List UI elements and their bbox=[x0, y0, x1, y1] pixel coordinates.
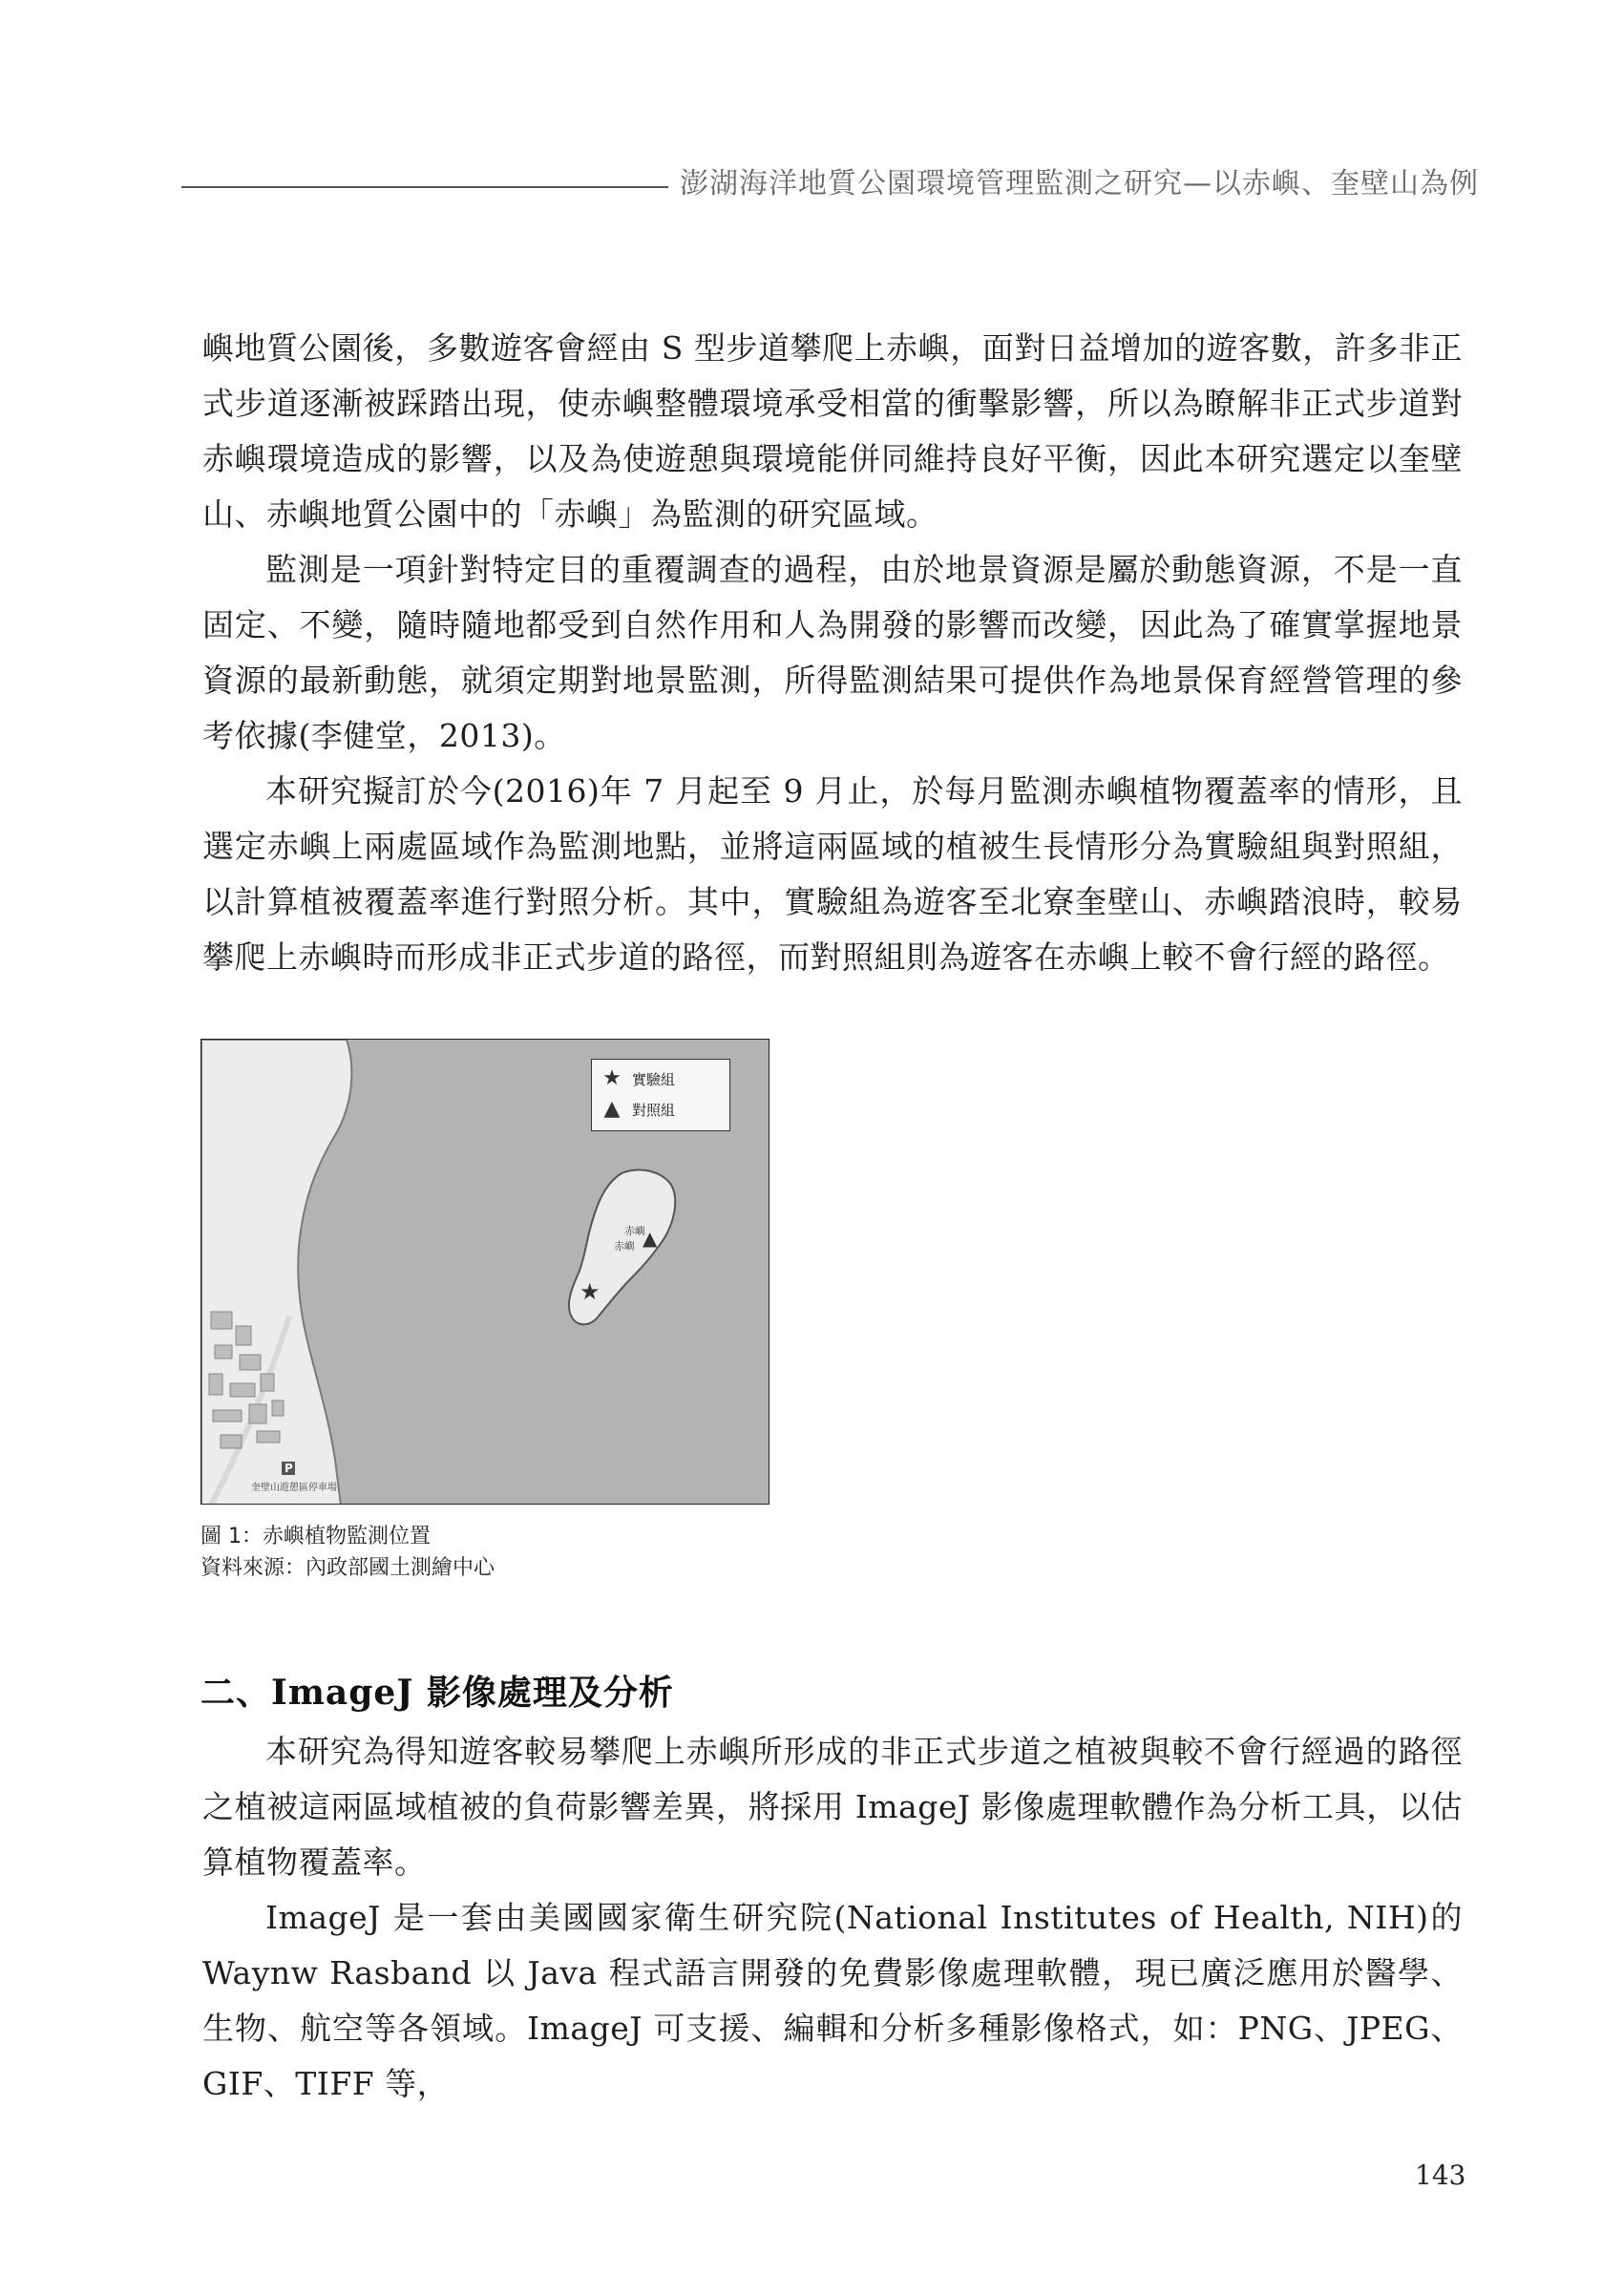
paragraph: 監測是一項針對特定目的重覆調查的過程，由於地景資源是屬於動態資源，不是一直固定、不變，隨時隨地都受到自然作用和人為開發的影響而改變，因此為了確實掌握地景資源的最新動態，就須定期對地景監測，所得監測結果可提供作為地景保育經營管理的參考依據(李健堂，2013)。 bbox=[202, 551, 1463, 754]
legend-label-control: 對照組 bbox=[632, 1101, 676, 1119]
header-rule bbox=[181, 186, 668, 188]
star-icon: ★ bbox=[602, 1066, 622, 1090]
paragraph: 本研究為得知遊客較易攀爬上赤嶼所形成的非正式步道之植被與較不會行經過的路徑之植被這兩區域植被的負荷影響差異，將採用 ImageJ 影像處理軟體作為分析工具，以估算植物覆蓋率。 bbox=[202, 1733, 1463, 1881]
island-label-secondary: 赤嶼 bbox=[614, 1240, 635, 1253]
body-text-bottom bbox=[202, 1724, 1463, 2112]
legend-row-control bbox=[601, 1096, 675, 1123]
figure-caption: 圖 1：赤嶼植物監測位置 bbox=[200, 1525, 431, 1548]
map-legend bbox=[591, 1059, 730, 1131]
control-marker-triangle-icon: ▲ bbox=[643, 1227, 658, 1250]
parking-symbol: P bbox=[285, 1462, 293, 1475]
paragraph: 本研究擬訂於今(2016)年 7 月起至 9 月止，於每月監測赤嶼植物覆蓋率的情形，且選定赤嶼上兩處區域作為監測地點，並將這兩區域的植被生長情形分為實驗組與對照組，以計算植被覆蓋率進行對照分析。其中，實驗組為遊客至北寮奎壁山、赤嶼踏浪時，較易攀爬上赤嶼時而形成非正式步道的路徑，而對照組則為遊客在赤嶼上較不會行經的路徑。 bbox=[202, 772, 1463, 976]
experimental-marker-star-icon: ★ bbox=[580, 1278, 601, 1305]
figure-map bbox=[200, 1039, 769, 1505]
paragraph: 嶼地質公園後，多數遊客會經由 S 型步道攀爬上赤嶼，面對日益增加的遊客數，許多非正式步道逐漸被踩踏出現，使赤嶼整體環境承受相當的衝擊影響，所以為瞭解非正式步道對赤嶼環境造成的影響，以及為使遊憩與環境能併同維持良好平衡，因此本研究選定以奎壁山、赤嶼地質公園中的「赤嶼」為監測的研究區域。 bbox=[202, 329, 1463, 533]
triangle-icon: ▲ bbox=[603, 1097, 621, 1121]
figure-source: 資料來源：內政部國土測繪中心 bbox=[200, 1556, 495, 1580]
page-number: 143 bbox=[1415, 2159, 1466, 2191]
paragraph: ImageJ 是一套由美國國家衛生研究院(National Institutes of Health, NIH)的 Waynw Rasband 以 Java 程式語言開發的免費影像處理軟體，現已廣泛應用於醫學、生物、航空等各領域。ImageJ 可支援、編輯和分析多種影像格式，如：PNG、JPEG、GIF、TIFF 等， bbox=[202, 1899, 1463, 2102]
island-label: 赤嶼 bbox=[624, 1225, 645, 1237]
parking-label: 奎壁山遊憩區停車場 bbox=[251, 1483, 337, 1493]
legend-row-experimental bbox=[601, 1065, 675, 1092]
body-text-top bbox=[202, 321, 1463, 985]
legend-label-experimental: 實驗組 bbox=[632, 1070, 676, 1088]
running-head: 澎湖海洋地質公園環境管理監測之研究—以赤嶼、奎壁山為例 bbox=[680, 167, 1479, 200]
section-heading: 二、ImageJ 影像處理及分析 bbox=[200, 1673, 674, 1713]
